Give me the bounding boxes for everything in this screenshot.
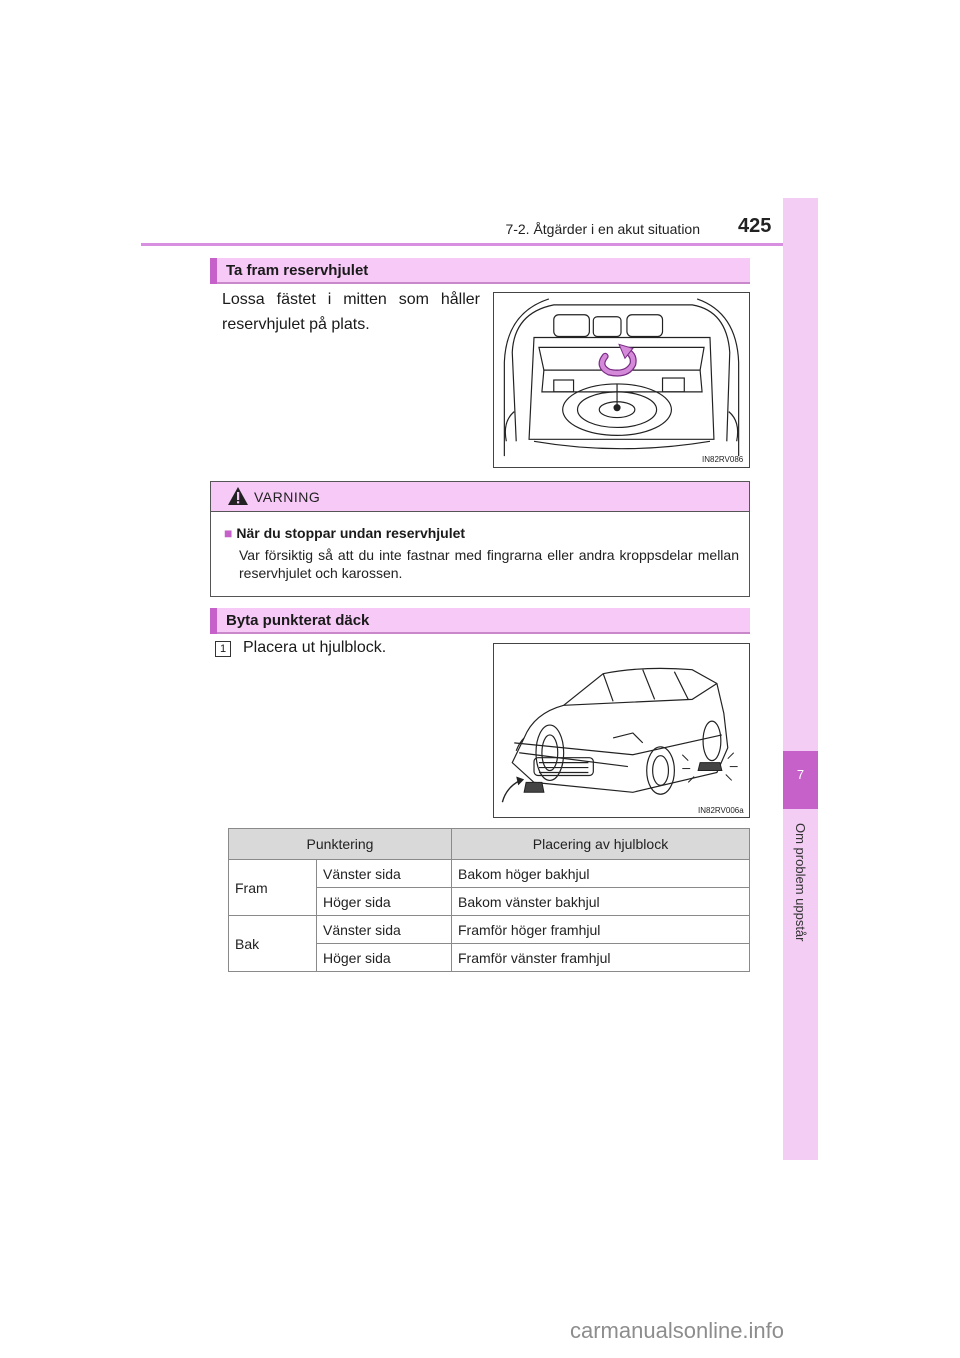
- table-header-cell: Punktering: [229, 829, 452, 860]
- page-number: 425: [738, 215, 772, 237]
- warning-title-text: När du stoppar undan reservhjulet: [236, 525, 466, 541]
- warning-label: VARNING: [254, 489, 321, 505]
- warning-header: [211, 482, 749, 512]
- table-cell-side: Vänster sida: [317, 860, 452, 888]
- warning-triangle-icon: [227, 486, 249, 506]
- figure-code: IN82RV086: [702, 455, 744, 464]
- table-cell-side: Vänster sida: [317, 916, 452, 944]
- warning-box: [210, 481, 750, 597]
- watermark: carmanualsonline.info: [570, 1318, 785, 1343]
- chapter-side-tab: [783, 198, 818, 1160]
- section-heading-text: Byta punkterat däck: [226, 612, 370, 629]
- figure-code: IN82RV006a: [698, 806, 744, 815]
- header-rule: [141, 243, 818, 246]
- trunk-illustration: [494, 293, 749, 467]
- bullet-square-icon: ■: [224, 525, 233, 541]
- table-cell-side: Höger sida: [317, 944, 452, 972]
- warning-body: Var försiktig så att du inte fastnar med fingrarna eller andra kroppsdelar mellan reservhjulet och karossen.: [239, 547, 739, 581]
- section-heading-text: Ta fram reservhjulet: [226, 262, 369, 279]
- step-number-badge: 1: [215, 641, 231, 657]
- chapter-label: Om problem uppstår: [793, 823, 808, 942]
- step-text: Placera ut hjulblock.: [243, 639, 387, 656]
- table-row: [229, 860, 750, 888]
- table-cell-side: Höger sida: [317, 888, 452, 916]
- wheel-chock-table: [228, 828, 750, 972]
- table-cell-group: Fram: [229, 860, 317, 916]
- section-title: 7-2. Åtgärder i en akut situation: [505, 221, 700, 237]
- heading-accent-bar: [210, 258, 217, 284]
- table-row: [229, 916, 750, 944]
- table-header-cell: Placering av hjulblock: [452, 829, 750, 860]
- table-cell-placement: Framför vänster framhjul: [452, 944, 750, 972]
- heading-accent-bar: [210, 608, 217, 634]
- table-cell-placement: Framför höger framhjul: [452, 916, 750, 944]
- wheel-chock-figure: [493, 643, 750, 818]
- section-heading-flat-tire: [210, 608, 750, 634]
- table-cell-group: Bak: [229, 916, 317, 972]
- table-header-row: [229, 829, 750, 860]
- table-cell-placement: Bakom vänster bakhjul: [452, 888, 750, 916]
- suv-illustration: [494, 644, 749, 817]
- instruction-text: Lossa fästet i mitten som håller reservhjulet på plats.: [222, 291, 480, 333]
- warning-title: [224, 525, 465, 541]
- chapter-number: 7: [796, 767, 805, 782]
- section-heading-spare-wheel: [210, 258, 750, 284]
- table-cell-placement: Bakom höger bakhjul: [452, 860, 750, 888]
- trunk-spare-wheel-figure: [493, 292, 750, 468]
